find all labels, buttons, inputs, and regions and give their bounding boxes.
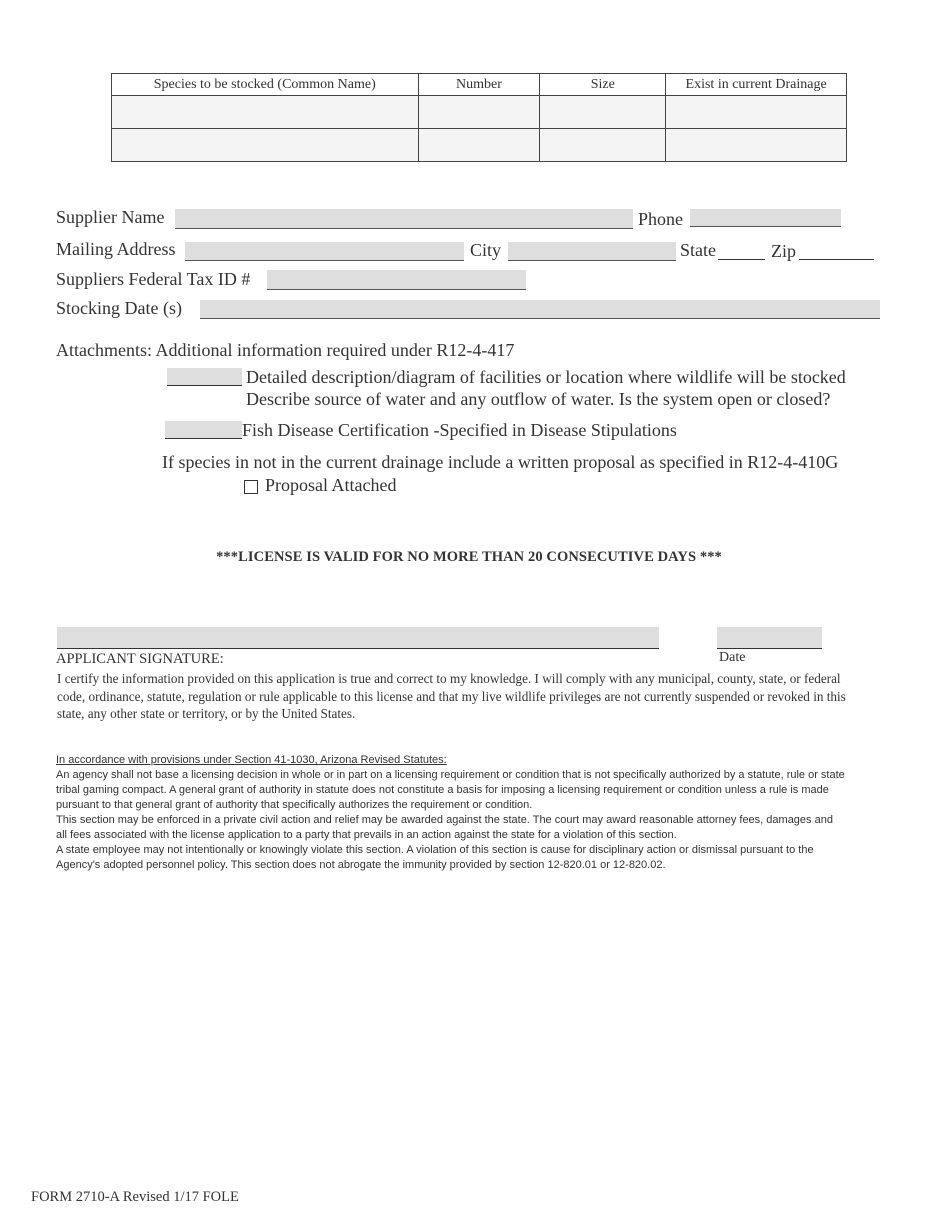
city-field[interactable] [508,242,676,261]
proposal-checkbox[interactable] [244,480,258,494]
zip-field[interactable] [799,241,874,260]
number-cell[interactable] [418,129,540,162]
tax-id-label: Suppliers Federal Tax ID # [56,269,251,289]
species-table-header [112,74,847,96]
species-cell[interactable] [112,96,419,129]
col-header-exist: Exist in current Drainage [666,74,847,96]
table-row [112,129,847,162]
statute-paragraph-2: This section may be enforced in a private civil action and relief may be awarded against the state. The court may award reasonable attorney fees, damages and all fees associated with the license application to a party that prevails in an action against the state for a violation of this section. [56,814,833,841]
statute-paragraph-1: An agency shall not base a licensing decision in whole or in part on a licensing requirement or condition that is not specifically authorized by a statute, rule or state tribal gaming compact. A general grant of authority in statute does not constitute a basis for imposing a licensing requirement or condition unless a rule is made pursuant to that general grant of authority that specifically authorizes the requirement or condition. [56,769,845,811]
date-field[interactable] [717,627,822,649]
mailing-address-field[interactable] [185,242,464,261]
date-label: Date [719,650,746,665]
attachment-description-line1: Detailed description/diagram of facilities or location where wildlife will be stocked [246,367,846,387]
statute-paragraph-3: A state employee may not intentionally or knowingly violate this section. A violation of this section is cause for disciplinary action or dismissal pursuant to the Agency's adopted personnel policy. This section does not abrogate the immunity provided by section 12-820.01 or 12-820.02. [56,844,814,871]
disease-cert-blank[interactable] [165,421,242,439]
supplier-name-label: Supplier Name [56,207,165,227]
form-footer: FORM 2710-A Revised 1/17 FOLE [31,1189,239,1205]
attachment-description-blank[interactable] [167,368,242,386]
signature-field[interactable] [57,627,659,649]
attachment-description-line2: Describe source of water and any outflow of water. Is the system open or closed? [246,389,831,409]
col-header-number: Number [418,74,540,96]
certification-text: I certify the information provided on this application is true and correct to my knowledge. I will comply with any municipal, county, state, or federal code, ordinance, statute, regulation or rule applicable to this license and that my live wildlife privileges are not currently suspended or revoked in this state, any other state or territory, or by the United States. [57,671,846,721]
species-cell[interactable] [112,129,419,162]
state-label: State [680,240,716,260]
stocking-date-label: Stocking Date (s) [56,298,182,318]
table-row [112,96,847,129]
size-cell[interactable] [540,129,666,162]
stocking-date-field[interactable] [200,300,880,319]
attachments-heading: Attachments: Additional information required under R12-4-417 [56,340,515,360]
number-cell[interactable] [418,96,540,129]
phone-label: Phone [638,209,683,229]
state-field[interactable] [718,241,765,260]
statute-title: In accordance with provisions under Section 41-1030, Arizona Revised Statutes: [56,754,447,766]
col-header-size: Size [540,74,666,96]
col-header-species: Species to be stocked (Common Name) [112,74,419,96]
mailing-address-label: Mailing Address [56,239,176,259]
species-table [111,73,847,162]
exist-cell[interactable] [666,96,847,129]
tax-id-field[interactable] [267,270,526,290]
supplier-name-field[interactable] [175,209,633,229]
exist-cell[interactable] [666,129,847,162]
disease-cert-label: Fish Disease Certification -Specified in Disease Stipulations [242,420,677,440]
size-cell[interactable] [540,96,666,129]
phone-field[interactable] [690,209,841,227]
signature-label: APPLICANT SIGNATURE: [56,651,224,667]
license-validity-notice: ***LICENSE IS VALID FOR NO MORE THAN 20 CONSECUTIVE DAYS *** [216,549,722,565]
proposal-label: Proposal Attached [265,475,397,495]
zip-label: Zip [771,241,796,261]
city-label: City [470,240,502,260]
statute-section [56,753,846,873]
proposal-note: If species in not in the current drainage include a written proposal as specified in R12-4-410G [162,452,839,472]
